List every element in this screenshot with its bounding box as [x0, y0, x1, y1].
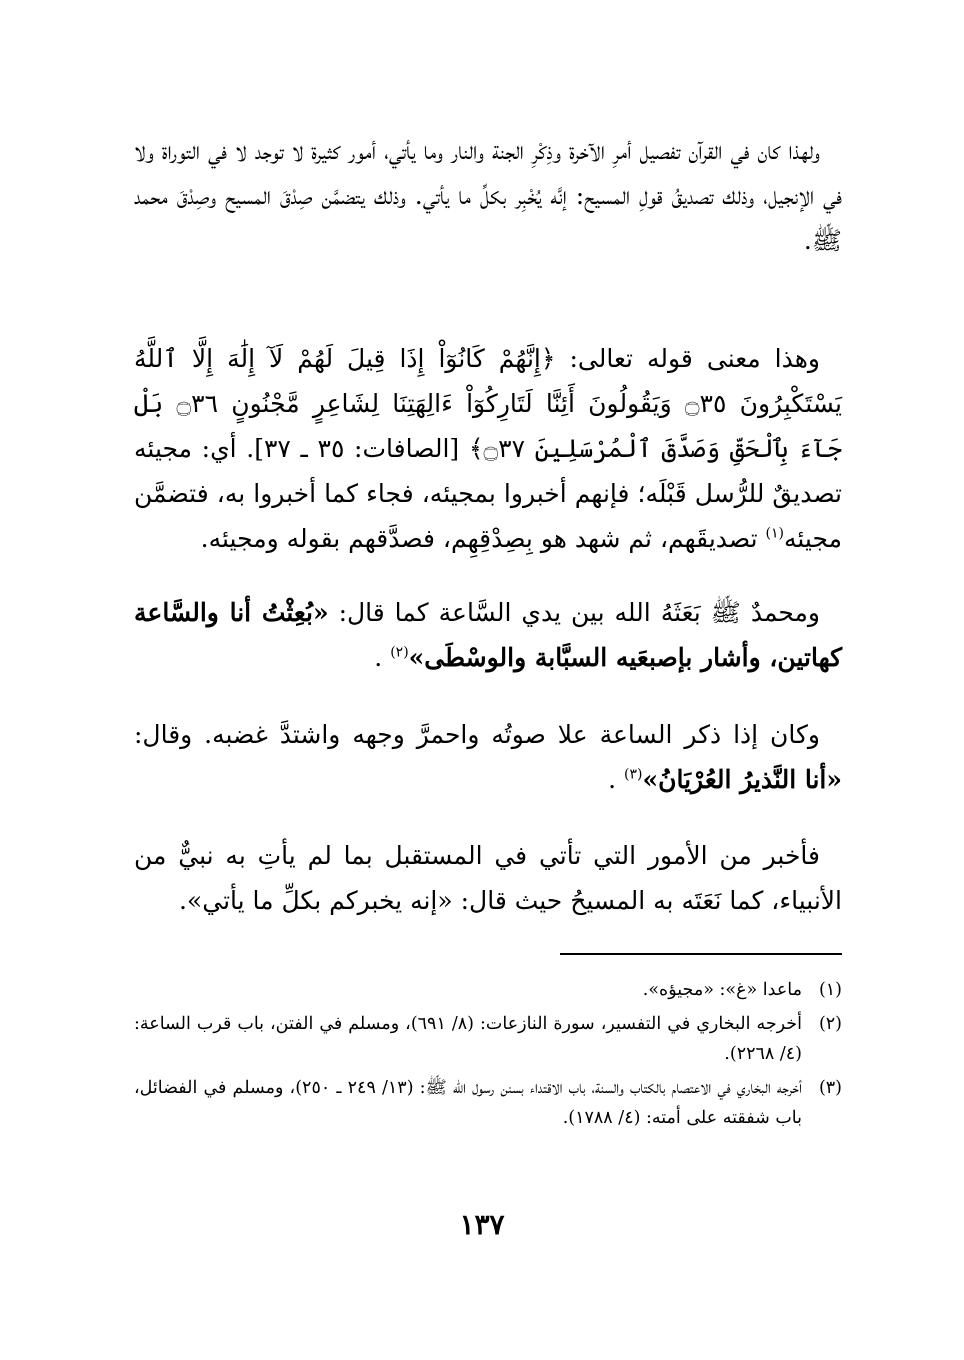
paragraph-3-intro: ومحمدٌ ﷺ بَعَثَهُ الله بين يدي السَّاعة كما قال:: [338, 598, 820, 627]
footnotes: [134, 975, 842, 1137]
hadith-quote-1: «بُعِثْتُ أنا والسَّاعة كهاتين، وأشار بإصبعَيه السبَّابة والوسْطَى»: [134, 598, 842, 672]
footnote-ref-2[interactable]: (٢): [390, 644, 409, 661]
paragraph-5: [134, 833, 842, 923]
footnote-ref-1[interactable]: (١): [765, 525, 784, 542]
page-number: ١٣٧: [459, 1208, 505, 1241]
paragraph-2-tail: تصديقَهم، ثم شهد هو بِصِدْقِهِم، فصدَّقهم بقوله ومجيئه.: [200, 524, 758, 553]
paragraph-4-text: [134, 712, 842, 802]
footnote-item: [134, 975, 842, 1005]
paragraph-3: [134, 590, 842, 680]
footnote-item: [134, 1073, 842, 1133]
paragraph-3-end: .: [374, 643, 383, 672]
hadith-quote-2: «أنا النَّذيرُ العُرْيَانُ»: [642, 765, 842, 794]
footnote-number: (٣): [818, 1078, 842, 1098]
paragraph-2-text: [134, 336, 842, 561]
paragraph-1-text: ولهذا كان في القرآن تفصيل أمرِ الآخرة وذِكْرِ الجنة والنار وما يأتي، أمور كثيرة لا توجد لا في التوراة ولا في الإنجيل، وذلك تصديقُ قولِ المسيح: إنَّه يُخْبِر بكلِّ ما يأتي. وذلك يتضمَّن صِدْقَ المسيح وصِدْقَ محمد ﷺ.: [134, 136, 842, 255]
footnote-separator: [560, 953, 842, 955]
paragraph-2: [134, 336, 842, 561]
paragraph-5-text: فأخبر من الأمور التي تأتي في المستقبل بما لم يأتِ به نبيٌّ من الأنبياء، كما نَعَتَه به المسيحُ حيث قال: «إنه يخبركم بكلِّ ما يأتي».: [134, 841, 842, 915]
footnote-ref-3[interactable]: (٣): [624, 766, 643, 783]
paragraph-1: [134, 128, 842, 263]
footnote-number: (٢): [818, 1014, 842, 1034]
footnote-text: ماعدا «غ»: «مجيؤه».: [642, 980, 802, 1000]
footnote-item: [134, 1009, 842, 1069]
footnote-text: أخرجه البخاري في التفسير، سورة النازعات: (٨/ ٦٩١)، ومسلم في الفتن، باب قرب الساعة: (٤/ ٢٢٦٨).: [134, 1014, 802, 1064]
paragraph-4-intro: وكان إذا ذكر الساعة علا صوتُه واحمرَّ وجهه واشتدَّ غضبه. وقال:: [134, 720, 820, 749]
paragraph-4-end: .: [608, 765, 617, 794]
paragraph-3-text: [134, 590, 842, 680]
paragraph-2-body: وهذا معنى قوله تعالى: ﴿إِنَّهُمْ كَانُوٓاْ إِذَا قِيلَ لَهُمْ لَآ إِلَٰهَ إِلَّا ٱللَّهُ يَسْتَكْبِرُونَ ۝٣٥ وَيَقُولُونَ أَئِنَّا لَتَارِكُوٓاْ ءَالِهَتِنَا لِشَاعِرٍ مَّجْنُونٍ ۝٣٦ بَلْ جَآءَ بِٱلْحَقِّ وَصَدَّقَ ٱلْمُرْسَلِينَ ۝٣٧﴾ [الصافات: ٣٥ ـ ٣٧]. أي: مجيئه تصديقٌ للرُّسل قَبْلَه؛ فإنهم أخبروا بمجيئه، فجاء كما أخبروا به، فتضمَّن مجيئه: [134, 344, 843, 553]
footnote-number: (١): [818, 980, 842, 1000]
footnote-text: أخرجه البخاري في الاعتصام بالكتاب والسنة، باب الاقتداء بسنن رسول الله ﷺ: (١٣/ ٢٤٩ ـ ٢٥٠)، ومسلم في الفضائل، باب شفقته على أمته: (٤/ ١٧٨٨).: [134, 1078, 802, 1128]
paragraph-4: [134, 712, 842, 802]
